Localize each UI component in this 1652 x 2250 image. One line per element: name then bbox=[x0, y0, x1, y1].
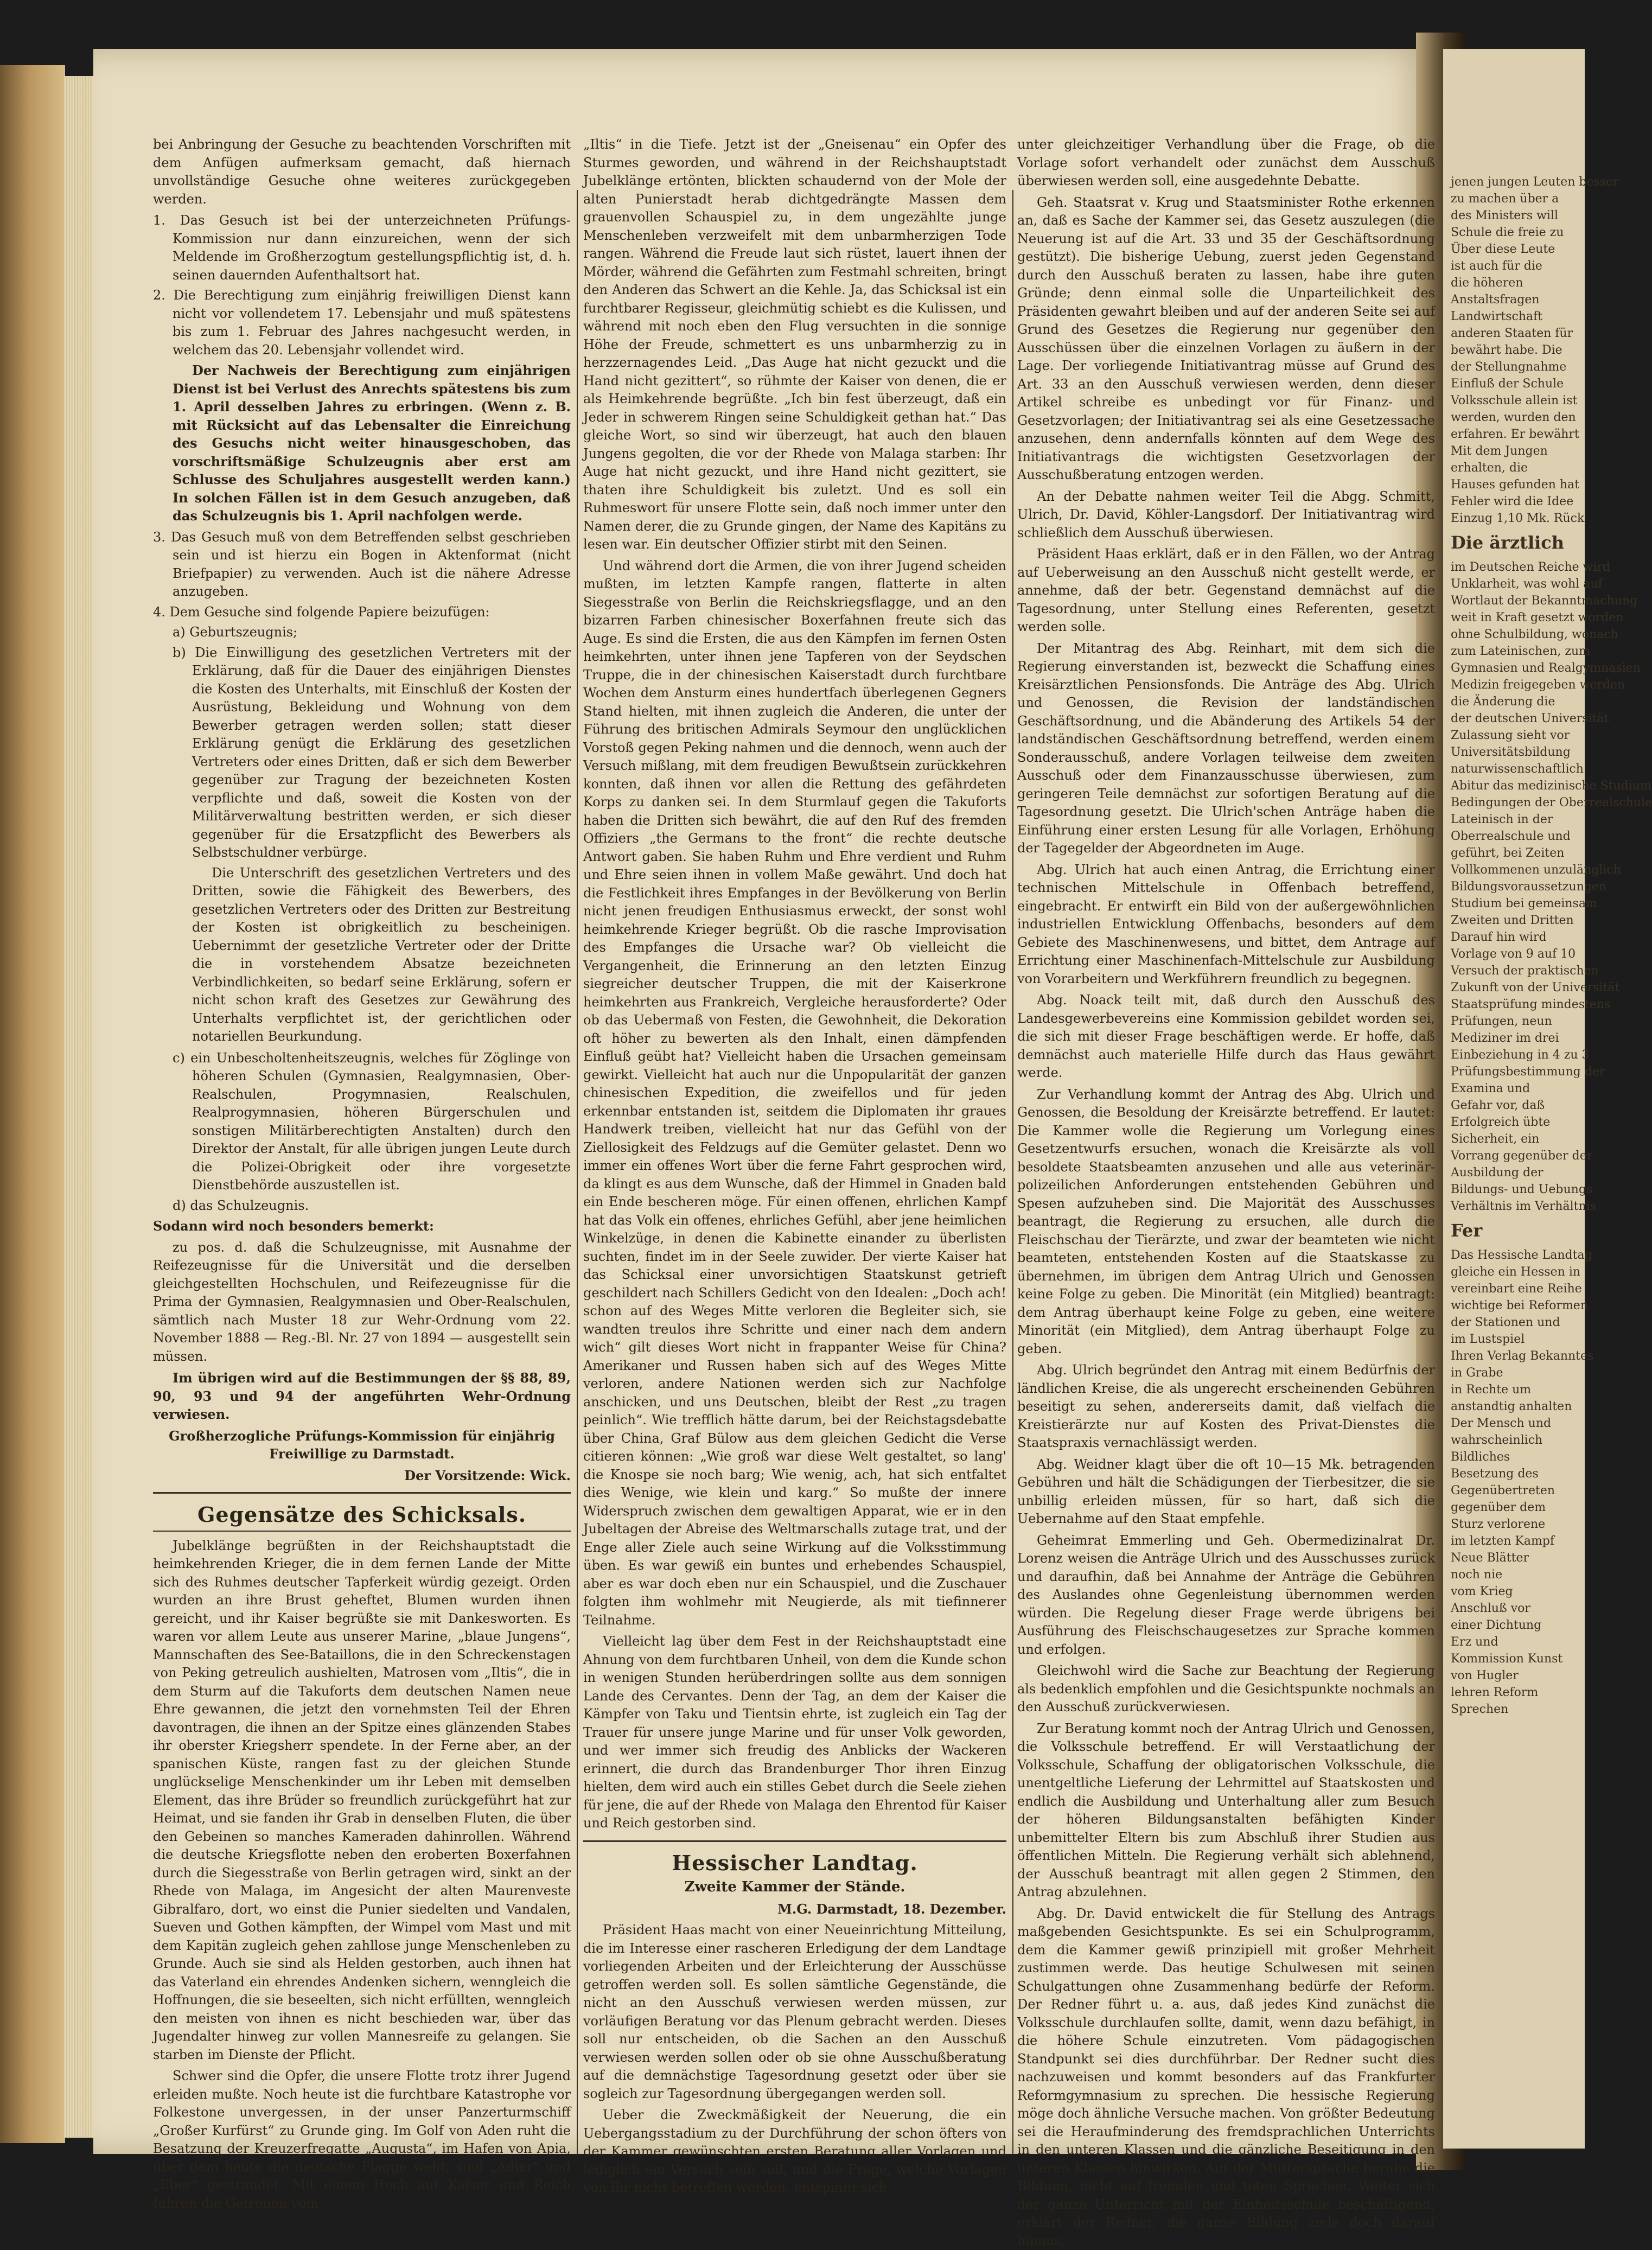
right-page-line: Über diese Leute bbox=[1451, 241, 1578, 258]
notice-sub-b: b) Die Einwilligung des gesetzlichen Vertreters mit der Erklärung, daß für die Dauer des einjährigen Dienstes die Kosten des Unterhalts, mit Einschluß der Kosten der Ausrüstung, Bekleidung und Wohnung von dem Bewerber getragen werden sollen; statt dieser Erklärung genügt die Erklärung des gesetzlichen Vertreters oder eines Dritten, daß er sich dem Bewerber gegenüber zur Tragung der bezeichneten Kosten verpflichte und daß, soweit die Kosten von der Militärverwaltung bestritten werden, er sich dieser gegenüber für die Ersatzpflicht des Bewerbers als Selbstschuldner verbürge. bbox=[153, 644, 571, 862]
right-page-line: Abitur das medizinische Studium bbox=[1451, 777, 1578, 794]
right-page-heading: Die ärztlich bbox=[1451, 534, 1578, 551]
right-page-line: jenen jungen Leuten besser bbox=[1451, 174, 1578, 190]
right-page-line: in Rechte um bbox=[1451, 1381, 1578, 1398]
article-paragraph: Vielleicht lag über dem Fest in der Reichshauptstadt eine Ahnung von dem furchtbaren Unheil, von dem die Kunde schon in wenigen Stunden herüberdringen sollte aus dem sonnigen Lande des Cervantes. Denn der Tag, an dem der Kaiser die Kämpfer von Taku und Tientsin ehrte, ist zugleich ein Tag der Trauer für unsere junge Marine und für unser Volk geworden, und wer immer sich freudig des Anblicks der Wackeren erinnert, die durch das Brandenburger Thor ihren Einzug hielten, dem wird auch ein stilles Gebet durch die Seele ziehen für jene, die auf der Rhede von Malaga den Ehrentod für Kaiser und Reich gestorben sind. bbox=[583, 1633, 1006, 1833]
right-page-line: wichtige bei Reformen bbox=[1451, 1297, 1578, 1314]
right-page-line: im letzten Kampf bbox=[1451, 1533, 1578, 1550]
right-page-line: Gegenübertreten bbox=[1451, 1482, 1578, 1499]
right-page-line: in Grabe bbox=[1451, 1365, 1578, 1381]
right-page-line: Volksschule allein ist bbox=[1451, 392, 1578, 409]
right-page-line: zum Lateinischen, zum bbox=[1451, 643, 1578, 660]
right-page-line: Hauses gefunden hat bbox=[1451, 476, 1578, 493]
right-page-line: Mediziner im drei bbox=[1451, 1030, 1578, 1047]
article-paragraph: Und während dort die Armen, die von ihrer Jugend scheiden mußten, im letzten Kampfe rangen, flatterte in alten Siegesstraße von Berlin die Reichskriegsflagge, und an den bizarren Farben chinesischer Boxerfahnen freute sich das Auge. Es sind die Ersten, die aus den Kämpfen im fernen Osten heimkehrten, unter ihnen jene Tapferen von der Seydschen Truppe, die in der chinesischen Kaiserstadt durch furchtbare Wochen dem Ansturm eines hundertfach überlegenen Gegners Stand hielten, mit ihnen zugleich die Anderen, die unter der Führung des britischen Admirals Seymour den unglücklichen Vorstoß gegen Peking nahmen und die dennoch, wenn auch der Versuch mißlang, mit dem freudigen Bewußtsein zurückkehren konnten, daß ihnen vor allen die Rettung des gefährdeten Korps zu danken sei. In dem Sturmlauf gegen die Takuforts haben die Dritten sich bewährt, die auf den Ruf des fremden Offiziers „the Germans to the front“ die rechte deutsche Antwort gaben. Sie haben Ruhm und Ehre verdient und Ruhm und Ehre seien ihnen in vollem Maße gewährt. Und doch hat die Festlichkeit ihres Empfanges in der Bevölkerung von Berlin nicht jenen freudigen Enthusiasmus erweckt, der sonst wohl heimkehrende Krieger begrüßt. Ob die rasche Improvisation des Empfanges die Ursache war? Ob vielleicht die Vergangenheit, die Erinnerung an den letzten Einzug siegreicher deutscher Truppen, die mit der Kaiserkrone heimkehrten aus Frankreich, Vergleiche herausforderte? Oder ob das Uebermaß von Festen, die Gewohnheit, die Dekoration oft höher zu bewerten als den Inhalt, einen dämpfenden Einfluß geübt hat? Vielleicht haben die Ursachen gemeinsam gewirkt. Vielleicht hat auch nur die Unpopularität der ganzen chinesischen Expedition, die zweifellos und für jeden erkennbar entstanden ist, seitdem die Diplomaten ihr graues Handwerk treiben, vielleicht hat nur das Gefühl von der Ziellosigkeit des Feldzugs auf die Gemüter gelastet. Denn wo immer ein offenes Wort über die ferne Fahrt gesprochen wird, da klingt es aus dem Wunsche, daß der Himmel in Gnaden bald ein Ende bescheren möge. Für einen offenen, ehrlichen Kampf hat das Volk ein offenes, ehrliches Gefühl, aber jene heimlichen Winkelzüge, in denen die Kabinette einander zu überlisten suchten, findet im in der Seele zuwider. Der vierte Kaiser hat das Schicksal einer unvorsichtigen Staatskunst getrieft geschildert nach Schillers Gedicht von den Idealen: „Doch ach! schon auf des Weges Mitte verloren die Begleiter sich, sie wandten treulos ihre Schritte und einer nach dem andern wich“ gilt dieses Wort nicht in frappanter Weise für China? Amerikaner und Russen haben sich auf des Weges Mitte verloren, andere Nationen werden sich zur Nachfolge anschicken, und uns Deutschen, bleibt der Rest „zu tragen peinlich“. Wie trefflich hätte darum, bei der Reichstagsdebatte über China, Graf Bülow aus dem gleichen Gedicht die Verse citieren können: „Wie groß war diese Welt gestaltet, so lang' die Knospe sie noch barg; Wie wenig, ach, hat sich entfaltet dies Wenige, wie klein und karg.“ So mußte der innere Widerspruch zwischen dem gewaltigen Apparat, wie er in den Jubeltagen der Abreise des Weltmarschalls zutage trat, und der Enge aller Ziele auch seine Wirkung auf die Volksstimmung üben. Es war gewiß ein buntes und erhebendes Schauspiel, aber es war doch eben nur ein Schauspiel, und die Zuschauer folgten ihm wohlmehr mit Neugierde, als mit tiefinnerer Teilnahme. bbox=[583, 557, 1006, 1630]
notice-remark-text: zu pos. d. daß die Schulzeugnisse, mit Ausnahme der Reifezeugnisse für die Universität und die derselben gleichgestellten Hochschulen, und Reifezeugnisse für die Prima der Gymnasien, Realgymnasien und Ober-Realschulen, sämtlich nach Muster 18 zur Wehr-Ordnung vom 22. November 1888 — Reg.-Bl. Nr. 27 von 1894 — ausgestellt sein müssen. bbox=[153, 1239, 571, 1366]
right-page-line: wahrscheinlich bbox=[1451, 1432, 1578, 1449]
right-page-line: Examina und bbox=[1451, 1080, 1578, 1097]
article-paragraph: Gleichwohl wird die Sache zur Beachtung der Regierung als bedenklich empfohlen und die Gesichtspunkte nochmals an den Ausschuß zurückverwiesen. bbox=[1017, 1662, 1435, 1717]
right-page-line: einer Dichtung bbox=[1451, 1617, 1578, 1634]
right-page-line: weit in Kraft gesetzt worden bbox=[1451, 609, 1578, 626]
right-page-line: Prüfungsbestimmung der bbox=[1451, 1063, 1578, 1080]
notice-item-4: 4. Dem Gesuche sind folgende Papiere beizufügen: bbox=[153, 603, 571, 622]
article-headline: Gegensätze des Schicksals. bbox=[153, 1506, 571, 1524]
right-page-line: Lateinisch in der bbox=[1451, 811, 1578, 828]
right-page-line: Zweiten und Dritten bbox=[1451, 912, 1578, 929]
right-page-line: erfahren. Er bewährt bbox=[1451, 426, 1578, 443]
notice-item-2-detail: Der Nachweis der Berechtigung zum einjährigen Dienst ist bei Verlust des Anrechts spätestens bis zum 1. April desselben Jahres zu erbringen. (Wenn z. B. mit Rücksicht auf das Lebensalter die Einreichung des Gesuchs nicht weiter hinausgeschoben, das vorschriftsmäßige Schulzeugnis aber erst am Schlusse des Schuljahres ausgestellt werden kann.) In solchen Fällen ist in dem Gesuch anzugeben, daß das Schulzeugnis bis 1. April nachfolgen werde. bbox=[153, 361, 571, 525]
right-page-line: Zulassung sieht vor bbox=[1451, 727, 1578, 744]
right-page-line: Medizin freigegeben werden bbox=[1451, 677, 1578, 693]
column-1 bbox=[153, 136, 571, 2143]
page-edges bbox=[64, 76, 94, 2138]
landtag-headline: Hessischer Landtag. bbox=[583, 1854, 1006, 1872]
right-page-line: lehren Reform bbox=[1451, 1684, 1578, 1701]
right-page-line: Einbeziehung in 4 zu 3 bbox=[1451, 1047, 1578, 1063]
right-page-line: Vorlage von 9 auf 10 bbox=[1451, 946, 1578, 963]
right-page-line: anstandtig anhalten bbox=[1451, 1398, 1578, 1415]
column-rule bbox=[577, 190, 578, 2154]
article-paragraph: „Iltis“ in die Tiefe. Jetzt ist der „Gneisenau“ ein Opfer des Sturmes geworden, und während in der Reichshauptstadt Jubelklänge ertönten, blickten schaudernd von der Mole der alten Punierstadt herab dichtgedrängte Massen dem grauenvollen Schauspiel zu, in dem ungezählte junge Menschenleben verzweifelt mit dem unbarmherzigen Tode rangen. Während die Freude laut sich rüstet, lauert ihnen der Mörder, während die Gefährten zum Festmahl schreiten, bringt den Anderen das Schwert an die Kehle. Ja, das Schicksal ist ein furchtbarer Regisseur, gleichmütig schiebt es die Kulissen, und während mit noch eben den Flug versuchten in die sonnige Höhe der Freude, schmettert es uns unbarmherzig zu in herzzernagendes Leid. „Das Auge hat nicht gezuckt und die Hand nicht gezittert“, so rühmte der Kaiser von denen, die er als Heimkehrende begrüßte. „Ich bin fest überzeugt, daß ein Jeder in schwerem Ringen seine Schuldigkeit gethan hat.“ Das gleiche Wort, so sind wir überzeugt, hat auch den blauen Jungens gegolten, die vor der Rhede von Malaga starben: Ihr Auge hat nicht gezuckt, und ihre Hand nicht gezittert, sie thaten ihre Schuldigkeit bis zuletzt. Und es soll ein Ruhmeswort für unsere Flotte sein, daß noch immer unter den Namen derer, die zu Grunde gingen, der Name des Kapitäns zu lesen war. Ein deutscher Offizier stirbt mit den Seinen. bbox=[583, 136, 1006, 554]
right-page-line: bewährt habe. Die bbox=[1451, 342, 1578, 359]
right-page-line: Sicherheit, ein bbox=[1451, 1131, 1578, 1148]
right-page-line: ist auch für die bbox=[1451, 258, 1578, 275]
right-page-line: Neue Blätter bbox=[1451, 1550, 1578, 1566]
column-2 bbox=[583, 136, 1006, 2143]
right-page-line: Kommission Kunst bbox=[1451, 1650, 1578, 1667]
right-page-line: im Lustspiel bbox=[1451, 1331, 1578, 1348]
notice-sub-d: d) das Schulzeugnis. bbox=[153, 1197, 571, 1215]
right-page-line: Staatsprüfung mindestens bbox=[1451, 996, 1578, 1013]
article-paragraph: Schwer sind die Opfer, die unsere Flotte trotz ihrer Jugend erleiden mußte. Noch heute ist die furchtbare Katastrophe vor Folkestone unvergessen, in der unser Panzerturmschiff „Großer Kurfürst“ zu Grunde ging. Im Golf von Aden ruht die Besatzung der Kreuzerfregatte „Augusta“, im Hafen von Apia, über dem heute die deutsche Flagge weht, sind „Adler“ und „Eber“ gestrandet. Mit einem Hoch auf Kaiser und Reich fuhren die Getreuen vom bbox=[153, 2067, 571, 2213]
right-page-line: Universitätsbildung bbox=[1451, 744, 1578, 761]
right-page-line: die höheren bbox=[1451, 275, 1578, 291]
article-paragraph: Abg. Dr. David entwickelt die für Stellung des Antrags maßgebenden Gesichtspunkte. Es sei ein Schulprogramm, dem die Kammer gewiß prinzipiell mit großer Mehrheit zustimmen werde. Das heutige Schulwesen mit seinen Schulgattungen ohne Zusammenhang bedürfe der Reform. Der Redner führt u. a. aus, daß jedes Kind zunächst die Volksschule durchlaufen sollte, damit, wenn dazu befähigt, in die höhere Schule einzutreten. Vom pädagogischen Standpunkt sei dies durchführbar. Der Redner sucht dies nachzuweisen und kommt besonders auf das Frankfurter Reformgymnasium zu sprechen. Die hessische Regierung möge doch ähnliche Versuche machen. Von größter Bedeutung sei die Heraufminderung des fremdsprachlichen Unterrichts in den unteren Klassen und die gänzliche Beseitigung in den unteren Klassen hinwirken. Auf der Muttersprache beruhe die Bildung, nicht auf fremden und toten Sprachen. Weiter sich der ganze Unterricht mit der Einheitsschule beschäftigend, erklärt der Redner, die ganze Bildung ziele doch darauf hinaus, bbox=[1017, 1905, 1435, 2250]
right-page-line: Verhältnis im Verhältnis bbox=[1451, 1198, 1578, 1215]
notice-item-3: 3. Das Gesuch muß von dem Betreffenden selbst geschrieben sein und ist hierzu ein Bogen in Aktenformat (nicht Briefpapier) zu verwenden. Auch ist die nähere Adresse anzugeben. bbox=[153, 528, 571, 601]
right-page-line: vereinbart eine Reihe bbox=[1451, 1280, 1578, 1297]
right-page-line: Studium bei gemeinsam bbox=[1451, 895, 1578, 912]
article-paragraph: Präsident Haas macht von einer Neueinrichtung Mitteilung, die im Interesse einer rascheren Erledigung der dem Landtage vorliegenden Arbeiten und der Erleichterung der Ausschüsse getroffen werden soll. Es sollen sämtliche Gegenstände, die nicht an den Ausschuß verwiesen werden müssen, zur vorläufigen Beratung vor das Plenum gebracht werden. Dieses soll nur entscheiden, ob die Sachen an den Ausschuß verwiesen werden sollen oder ob sie ohne Ausschußberatung auf die demnächstige Tagesordnung gesetzt oder über sie sogleich zur Tagesordnung übergegangen werden soll. bbox=[583, 1921, 1006, 2103]
column-rule bbox=[1012, 190, 1013, 2154]
article-paragraph: Ueber die Zweckmäßigkeit der Neuerung, die ein Uebergangsstadium zu der Durchführung der schon öfters von der Kammer gewünschten ersten Beratung aller Vorlagen und lediglich ein Versuch sein soll, und die Frage, welche Vorlagen von ihr nicht betroffen werden, entspinnt sich, bbox=[583, 2106, 1006, 2197]
right-page-line: Einfluß der Schule bbox=[1451, 375, 1578, 392]
right-page-line: des Ministers will bbox=[1451, 207, 1578, 224]
right-page-heading: Fer bbox=[1451, 1222, 1578, 1239]
article-paragraph: Der Mitantrag des Abg. Reinhart, mit dem sich die Regierung einverstanden ist, bezweckt die Schaffung eines Kreisärztlichen Pensionsfonds. Die Anträge des Abg. Ulrich und Genossen, die Revision der landständischen Geschäftsordnung, und die Abänderung des Artikels 54 der landständischen Geschäftsordnung betreffend, werden einem Sonderausschuß, andere Vorlagen teilweise dem zweiten Ausschuß oder dem Finanzausschusse überwiesen, zum geringeren Teile demnächst zur sofortigen Beratung auf die Tagesordnung gesetzt. Die Ulrich'schen Anträge haben die Einführung einer ersten Lesung für alle Vorlagen, Erhöhung der Tagegelder der Abgeordneten im Auge. bbox=[1017, 640, 1435, 858]
notice-remark: Sodann wird noch besonders bemerkt: bbox=[153, 1217, 571, 1235]
right-page-line: Das Hessische Landtag bbox=[1451, 1247, 1578, 1264]
notice-signature: Der Vorsitzende: Wick. bbox=[153, 1467, 571, 1485]
right-page-line: Anschluß vor bbox=[1451, 1600, 1578, 1617]
right-page-line: der Stationen und bbox=[1451, 1314, 1578, 1331]
right-page-fragment bbox=[1443, 49, 1585, 2149]
right-page-line: Unklarheit, was wohl auf bbox=[1451, 576, 1578, 592]
right-page-line: Vorrang gegenüber der bbox=[1451, 1148, 1578, 1164]
landtag-dateline: M.G. Darmstadt, 18. Dezember. bbox=[583, 1900, 1006, 1918]
notice-sub-b-detail: Die Unterschrift des gesetzlichen Vertreters und des Dritten, sowie die Fähigkeit des Bewerbers, des gesetzlichen Vertreters oder des Dritten zur Bestreitung der Kosten ist obrigkeitlich zu bescheinigen. Uebernimmt der gesetzliche Vertreter oder der Dritte die in vorstehendem Absatze bezeichneten Verbindlichkeiten, so bedarf seine Erklärung, sofern er nicht schon kraft des Gesetzes zur Gewährung des Unterhalts verpflichtet ist, der gerichtlichen oder notariellen Beurkundung. bbox=[153, 864, 571, 1046]
right-page-line: von Hugler bbox=[1451, 1667, 1578, 1684]
right-page-line: Bildliches bbox=[1451, 1449, 1578, 1465]
right-page-line: Erz und bbox=[1451, 1634, 1578, 1650]
right-page-text bbox=[1451, 174, 1578, 1718]
landtag-subhead: Zweite Kammer der Stände. bbox=[583, 1878, 1006, 1897]
notice-closing: Im übrigen wird auf die Bestimmungen der §§ 88, 89, 90, 93 und 94 der angeführten Wehr-Ordnung verwiesen. bbox=[153, 1369, 571, 1424]
article-paragraph: Abg. Ulrich hat auch einen Antrag, die Errichtung einer technischen Mittelschule in Offenbach betreffend, eingebracht. Er entwirft ein Bild von der außergewöhnlichen industriellen Entwicklung Offenbachs, besonders auf dem Gebiete des Maschinenwesens, und bittet, dem Antrage auf Errichtung einer Maschinenfach-Mittelschule zur Ausbildung von Vorarbeitern und Werkführern freundlich zu begegnen. bbox=[1017, 861, 1435, 989]
notice-sub-c: c) ein Unbescholtenheitszeugnis, welches für Zöglinge von höheren Schulen (Gymnasien, Realgymnasien, Ober-Realschulen, Progymnasien, Realschulen, Realprogymnasien, höheren Bürgerschulen und sonstigen Militärberechtigten Anstalten) durch den Direktor der Anstalt, für alle übrigen jungen Leute durch die Polizei-Obrigkeit oder ihre vorgesetzte Dienstbehörde auszustellen ist. bbox=[153, 1049, 571, 1195]
right-page-line: Besetzung des bbox=[1451, 1465, 1578, 1482]
right-page-line: Darauf hin wird bbox=[1451, 929, 1578, 946]
right-page-line: Bildungs- und Uebungs bbox=[1451, 1181, 1578, 1198]
right-page-line: im Deutschen Reiche wird bbox=[1451, 559, 1578, 576]
right-page-line: Oberrealschule und bbox=[1451, 828, 1578, 845]
right-page-line: geführt, bei Zeiten bbox=[1451, 845, 1578, 862]
right-page-line: der deutschen Universität bbox=[1451, 710, 1578, 727]
right-page-line: Gefahr vor, daß bbox=[1451, 1097, 1578, 1114]
right-page-line: Ihren Verlag Bekanntes bbox=[1451, 1348, 1578, 1365]
right-page-line: der Stellungnahme bbox=[1451, 359, 1578, 375]
notice-item-1: 1. Das Gesuch ist bei der unterzeichneten Prüfungs-Kommission nur dann einzureichen, wenn der sich Meldende im Großherzogtum gestellungspflichtig ist, d. h. seinen dauernden Aufenthaltsort hat. bbox=[153, 212, 571, 284]
right-page-line: Wortlaut der Bekanntmachung bbox=[1451, 592, 1578, 609]
article-paragraph: Geheimrat Emmerling und Geh. Obermedizinalrat Dr. Lorenz weisen die Anträge Ulrich und des Ausschusses zurück und daraufhin, daß bei Annahme der Anträge die Gebühren des Auslandes ohne Gegenleistung übernommen werden würden. Die Regelung dieser Frage werde übrigens bei Ausführung des Fleischschaugesetzes zur Sprache kommen und erfolgen. bbox=[1017, 1532, 1435, 1659]
right-page-line: gegenüber dem bbox=[1451, 1499, 1578, 1516]
article-paragraph: Abg. Weidner klagt über die oft 10—15 Mk. betragenden Gebühren und hält die Schädigungen der Tierbesitzer, die sie unbillig erleiden müssen, für so hart, daß sich die Uebernahme auf den Staat empfehle. bbox=[1017, 1456, 1435, 1528]
right-page-line: Mit dem Jungen bbox=[1451, 443, 1578, 460]
right-page-line: Anstaltsfragen bbox=[1451, 291, 1578, 308]
article-paragraph: unter gleichzeitiger Verhandlung über die Frage, ob die Vorlage sofort verhandelt oder zunächst dem Ausschuß überwiesen werden soll, eine ausgedehnte Debatte. bbox=[1017, 136, 1435, 190]
section-divider bbox=[153, 1492, 571, 1494]
right-page-line: Erfolgreich übte bbox=[1451, 1114, 1578, 1131]
notice-sub-a: a) Geburtszeugnis; bbox=[153, 623, 571, 642]
headline-underline bbox=[153, 1531, 571, 1532]
article-paragraph: Präsident Haas erklärt, daß er in den Fällen, wo der Antrag auf Ueberweisung an den Ausschuß nicht gestellt werde, er annehme, daß der betr. Gegenstand demnächst auf die Tagesordnung, unter Stellung eines Referenten, gesetzt werden solle. bbox=[1017, 545, 1435, 636]
right-page-line: naturwissenschaftlich bbox=[1451, 761, 1578, 777]
right-page-line: noch nie bbox=[1451, 1566, 1578, 1583]
article-paragraph: Zur Beratung kommt noch der Antrag Ulrich und Genossen, die Volksschule betreffend. Er will Verstaatlichung der Volksschule, Schaffung der obligatorischen Volksschule, die unentgeltliche Lieferung der Lehrmittel auf Staatskosten und endlich die Ausbildung und Unterhaltung aller zum Besuch der höheren Bildungsanstalten befähigten Kinder unbemittelter Eltern bis zum Abschluß ihrer Studien aus öffentlichen Mitteln. Die Regierung verhält sich ablehnend, der Ausschuß beantragt mit allen gegen 2 Stimmen, den Antrag abzulehnen. bbox=[1017, 1720, 1435, 1902]
right-page-line: Einzug 1,10 Mk. Rück bbox=[1451, 510, 1578, 527]
right-page-line: Vollkommenen unzulänglich bbox=[1451, 862, 1578, 878]
notice-item-2: 2. Die Berechtigung zum einjährig freiwilligen Dienst kann nicht vor vollendetem 17. Lebensjahr und muß spätestens bis zum 1. Februar des Jahres nachgesucht werden, in welchem das 20. Lebensjahr vollendet wird. bbox=[153, 286, 571, 359]
right-page-line: Gymnasien und Realgymnasien bbox=[1451, 660, 1578, 677]
column-3 bbox=[1017, 136, 1435, 2143]
right-page-line: Bedingungen der Oberrealschule bbox=[1451, 794, 1578, 811]
right-page-line: Fehler wird die Idee bbox=[1451, 493, 1578, 510]
right-page-line: werden, wurden den bbox=[1451, 409, 1578, 426]
section-divider bbox=[583, 1840, 1006, 1842]
article-paragraph: Abg. Noack teilt mit, daß durch den Ausschuß des Landesgewerbevereins eine Kommission gebildet worden sei, die sich mit dieser Frage beschäftigen werde. Er hoffe, daß demnächst auch materielle Hilfe durch das Haus gewährt werde. bbox=[1017, 991, 1435, 1082]
notice-intro: bei Anbringung der Gesuche zu beachtenden Vorschriften mit dem Anfügen aufmerksam gemacht, daß hiernach unvollständige Gesuche ohne weiteres zurückgegeben werden. bbox=[153, 136, 571, 208]
article-paragraph: Jubelklänge begrüßten in der Reichshauptstadt die heimkehrenden Krieger, die in dem fernen Lande der Mitte sich des Ruhmes deutscher Tapferkeit würdig gezeigt. Orden wurden an ihre Brust geheftet, Blumen wurden ihnen gereicht, und ihr Kaiser begrüßte sie mit Dankesworten. Es waren vor allem Leute aus unserer Marine, „blaue Jungens“, Mannschaften des See-Bataillons, die in den Schreckenstagen von Peking getreulich aushielten, Matrosen vom „Iltis“, die in dem Sturm auf die Takuforts dem deutschen Namen neue Ehre gewannen, die jetzt den vornehmsten Teil der Ehren davontragen, die ihnen an der Spitze eines glänzenden Stabes ihr oberster Kriegsherr spendete. In der Ferne aber, an der spanischen Küste, rangen fast zu der gleichen Stunde unglückselige Menschenkinder um ihr Leben mit demselben Element, das ihre Brüder so freundlich zurückgeführt hat zur Heimat, und sie fanden ihr Grab in denselben Fluten, die über den Gebeinen so manches Kameraden dahinrollen. Während die deutsche Kriegsflotte neben den eroberten Boxerfahnen durch die Siegesstraße von Berlin getragen wird, sinkt an der Rhede von Malaga, im Angesicht der alten Maurenveste Gibralfaro, dort, wo einst die Punier siedelten und Vandalen, Sueven und Gothen kämpften, der Wimpel vom Mast und mit dem Kapitän zugleich gehen zahllose junge Menschenleben zu Grunde. Auch sie sind als Helden gestorben, auch ihnen hat das Vaterland ein ehrendes Andenken sichern, wenngleich die Hoffnungen, die sie beseelten, sich nicht erfüllten, wenngleich den meisten von ihnen es nicht beschieden war, über das Jugendalter hinweg zur vollen Mannesreife zu gelangen. Sie starben im Dienste der Pflicht. bbox=[153, 1537, 571, 2064]
right-page-line: Versuch der praktischen bbox=[1451, 963, 1578, 979]
right-page-line: Schule die freie zu bbox=[1451, 224, 1578, 241]
right-page-line: ohne Schulbildung, wonach bbox=[1451, 626, 1578, 643]
right-page-line: Prüfungen, neun bbox=[1451, 1013, 1578, 1030]
notice-commission: Großherzogliche Prüfungs-Kommission für einjährig Freiwillige zu Darmstadt. bbox=[153, 1427, 571, 1463]
article-paragraph: Abg. Ulrich begründet den Antrag mit einem Bedürfnis der ländlichen Kreise, die als ungerecht erscheinenden Gebühren beseitigt zu sehen, andererseits damit, daß vielfach die Kreistierärzte nur auf Kosten des Privat-Dienstes die Staatspraxis vernachlässigt werden. bbox=[1017, 1361, 1435, 1452]
right-page-line: Sprechen bbox=[1451, 1701, 1578, 1718]
right-page-line: die Änderung die bbox=[1451, 693, 1578, 710]
right-page-line: Sturz verlorene bbox=[1451, 1516, 1578, 1533]
right-page-line: erhalten, die bbox=[1451, 460, 1578, 476]
right-page-line: Landwirtschaft bbox=[1451, 308, 1578, 325]
right-page-line: vom Krieg bbox=[1451, 1583, 1578, 1600]
right-page-line: Ausbildung der bbox=[1451, 1164, 1578, 1181]
book-spine bbox=[0, 65, 65, 2143]
right-page-line: Der Mensch und bbox=[1451, 1415, 1578, 1432]
right-page-line: gleiche ein Hessen in bbox=[1451, 1264, 1578, 1280]
article-paragraph: An der Debatte nahmen weiter Teil die Abgg. Schmitt, Ulrich, Dr. David, Köhler-Langsdorf. Der Initiativantrag wird schließlich dem Ausschuß überwiesen. bbox=[1017, 488, 1435, 543]
right-page-line: anderen Staaten für bbox=[1451, 325, 1578, 342]
right-page-line: zu machen über a bbox=[1451, 190, 1578, 207]
article-paragraph: Geh. Staatsrat v. Krug und Staatsminister Rothe erkennen an, daß es Sache der Kammer sei, das Gesetz auszulegen (die Neuerung ist auf die Art. 33 und 35 der Geschäftsordnung gestützt). Die bisherige Uebung, zuerst jeden Gegenstand durch den Ausschuß beraten zu lassen, habe ihre guten Gründe; denn einmal solle die Unparteilichkeit des Präsidenten gewahrt bleiben und auf der anderen Seite sei auf Grund des Gesetzes die Regierung nur gegenüber den Ausschüssen über die einzelnen Vorlagen zu äußern in der Lage. Der vorliegende Initiativantrag müsse auf Grund des Art. 33 an den Ausschuß verwiesen werden, denn dieser Artikel schreibe es unbedingt vor für Finanz- und Gesetzvorlagen; der Initiativantrag sei als eine Gesetzessache anzusehen, denn andernfalls könnten auf dem Wege des Initiativantrags die wichtigsten Gesetzvorlagen der Ausschußberatung entzogen werden. bbox=[1017, 194, 1435, 485]
right-page-line: Zukunft von der Universität bbox=[1451, 979, 1578, 996]
right-page-line: Bildungsvoraussetzungen bbox=[1451, 878, 1578, 895]
article-paragraph: Zur Verhandlung kommt der Antrag des Abg. Ulrich und Genossen, die Besoldung der Kreisärzte betreffend. Er lautet: Die Kammer wolle die Regierung um Vorlegung eines Gesetzentwurfs ersuchen, wonach die Kreisärzte als voll besoldete Staatsbeamten anzusehen und alle aus veterinär-polizeilichen Anforderungen entstehenden Gebühren und Spesen aufzuheben sind. Die Majorität des Ausschusses beantragt, die Regierung zu ersuchen, alle durch die Fleischschau der Tierärzte, und zwar der beamteten wie nicht beamteten, entstehenden Kosten auf die Staatskasse zu übernehmen, im übrigen dem Antrag Ulrich und Genossen keine Folge zu geben. Die Minorität (ein Mitglied) beantragt: dem Antrag überhaupt keine Folge zu geben, eine weitere Minorität (ein Mitglied), dem Antrag überhaupt Folge zu geben. bbox=[1017, 1086, 1435, 1359]
